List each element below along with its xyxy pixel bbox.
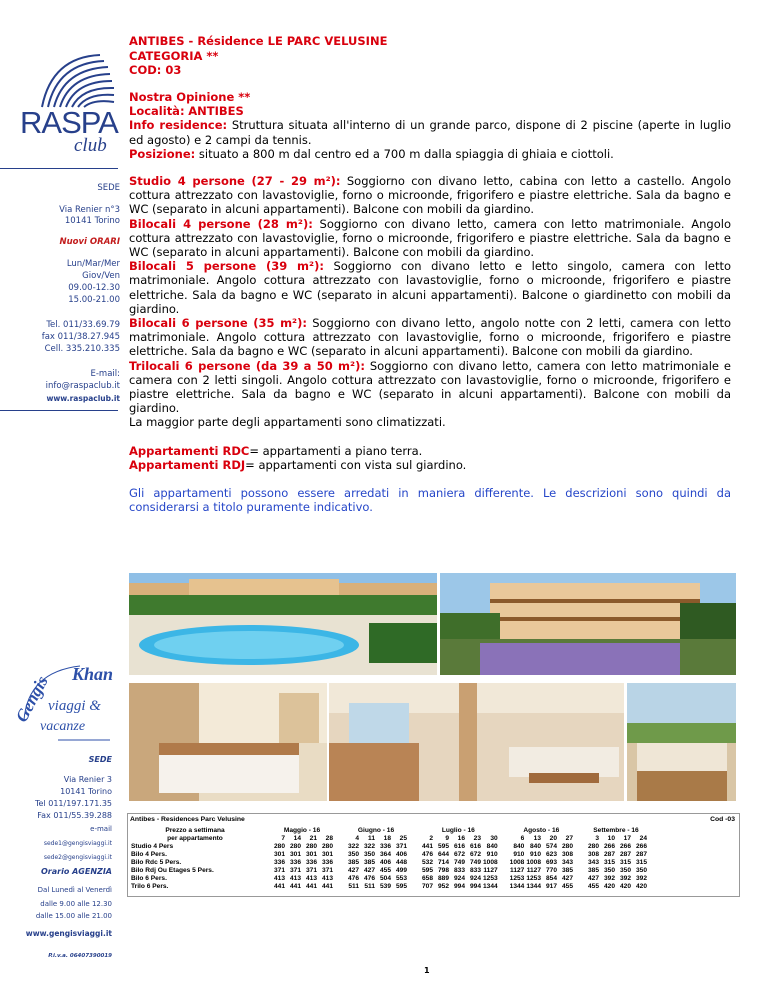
photo-lavender-building bbox=[440, 573, 736, 675]
price-cell: 336 bbox=[379, 843, 391, 850]
unit-label: Studio 4 persone (27 - 29 m²): bbox=[129, 174, 341, 189]
price-day-header: 24 bbox=[639, 835, 648, 842]
price-table-title: Antibes - Residences Parc Velusine bbox=[130, 816, 245, 823]
price-cell: 371 bbox=[289, 867, 301, 874]
gengis-web-link[interactable]: www.gengisviaggi.it bbox=[25, 929, 112, 938]
posizione-line bbox=[129, 147, 731, 161]
sidebar-divider-2 bbox=[0, 410, 118, 411]
unit-label: Bilocali 4 persone (28 m²): bbox=[129, 216, 313, 231]
price-cell: 413 bbox=[273, 875, 285, 882]
price-cell: 910 bbox=[530, 851, 542, 858]
price-cell: 343 bbox=[588, 859, 600, 866]
price-cell: 917 bbox=[546, 883, 558, 890]
price-cell: 413 bbox=[305, 875, 317, 882]
price-cell: 371 bbox=[321, 867, 333, 874]
furnishing-note: Gli appartamenti possono essere arredati in maniera differente. Le descrizioni sono quindi da considerarsi a titolo puramente indicativo. bbox=[129, 486, 731, 515]
photo-bedroom bbox=[129, 683, 327, 801]
localita-line bbox=[129, 104, 731, 118]
price-cell: 707 bbox=[421, 883, 433, 890]
price-cell: 511 bbox=[364, 883, 375, 890]
price-cell: 595 bbox=[395, 883, 407, 890]
price-day-header: 2 bbox=[429, 835, 433, 842]
price-cell: 672 bbox=[469, 851, 481, 858]
price-row bbox=[130, 883, 648, 891]
price-cell: 1253 bbox=[526, 875, 542, 882]
price-month-header: Giugno - 16 bbox=[357, 827, 395, 834]
title-line-3: COD: 03 bbox=[129, 63, 182, 77]
unit-trilo-6 bbox=[129, 359, 731, 416]
price-day-header: 25 bbox=[399, 835, 407, 842]
price-cell: 511 bbox=[348, 883, 359, 890]
viaggi-letters: viaggi & bbox=[48, 698, 101, 714]
unit-studio-4 bbox=[129, 174, 731, 217]
price-cell: 420 bbox=[604, 883, 616, 890]
price-cell: 301 bbox=[321, 851, 333, 858]
price-cell: 1127 bbox=[510, 867, 525, 874]
price-row bbox=[130, 859, 648, 867]
price-cell: 840 bbox=[513, 843, 525, 850]
posizione-label: Posizione: bbox=[129, 146, 196, 161]
price-cell: 1344 bbox=[509, 883, 525, 890]
price-cell: 315 bbox=[620, 859, 632, 866]
price-cell: 301 bbox=[273, 851, 285, 858]
raspa-fax: fax 011/38.27.945 bbox=[41, 332, 120, 342]
price-cell: 413 bbox=[289, 875, 301, 882]
price-cell: 322 bbox=[347, 843, 359, 850]
price-cell: 322 bbox=[363, 843, 375, 850]
price-cell: 952 bbox=[437, 883, 449, 890]
posizione-text: situato a 800 m dal centro ed a 700 m dalla spiaggia di ghiaia e ciottoli. bbox=[198, 146, 614, 161]
raspa-hours-2: 15.00-21.00 bbox=[68, 295, 120, 305]
price-cell: 532 bbox=[421, 859, 433, 866]
price-cell: 1008 bbox=[509, 859, 525, 866]
price-cell: 406 bbox=[379, 859, 391, 866]
raspa-days-2: Giov/Ven bbox=[82, 271, 120, 281]
price-cell: 476 bbox=[347, 875, 359, 882]
price-cell: 287 bbox=[636, 851, 648, 858]
price-cell: 392 bbox=[604, 875, 616, 882]
price-cell: 840 bbox=[530, 843, 542, 850]
page-number: 1 bbox=[424, 966, 430, 975]
photo-kitchen bbox=[627, 683, 736, 801]
price-cell: 427 bbox=[363, 867, 375, 874]
rdc-text: = appartamenti a piano terra. bbox=[249, 443, 423, 458]
unit-text: Soggiorno con divano letto, angolo notte con 2 letti, camera con letto matrimoniale. Angolo cottura attrezzato con lavastoviglie, forno o microonde, frigorifero e piastre elettriche. Sala da bagno e WC (separato in alcuni appartamenti). Balcone con mobili da giardino. bbox=[129, 316, 732, 359]
localita-label: Località: bbox=[129, 104, 185, 119]
price-cell: 455 bbox=[562, 883, 574, 890]
unit-label: Bilocali 5 persone (39 m²): bbox=[129, 259, 324, 274]
gengis-email-label: e-mail bbox=[90, 825, 112, 833]
price-cell: 266 bbox=[636, 843, 648, 850]
price-cell: 266 bbox=[604, 843, 616, 850]
price-month-header: Luglio - 16 bbox=[441, 827, 475, 834]
price-cell: 539 bbox=[379, 883, 391, 890]
price-cell: 994 bbox=[469, 883, 481, 890]
title-line-1: ANTIBES - Résidence LE PARC VELUSINE bbox=[129, 34, 388, 48]
price-cell: 770 bbox=[546, 867, 558, 874]
price-cell: 1127 bbox=[526, 867, 542, 874]
price-cell: 455 bbox=[379, 867, 391, 874]
price-month-header: Agosto - 16 bbox=[523, 827, 560, 834]
rdc-line bbox=[129, 444, 731, 458]
price-cell: 1253 bbox=[509, 875, 525, 882]
price-cell: 553 bbox=[395, 875, 407, 882]
price-cell: 350 bbox=[604, 867, 616, 874]
unit-text: Soggiorno con divano letto, cabina con letto a castello. Angolo cottura attrezzato con lavastoviglie, forno o microonde, frigorifero e piastre elettriche. Sala da bagno e WC (separato in alcuni appartamenti). Balcone con mobili da giardino. bbox=[129, 174, 731, 217]
price-cell: 1344 bbox=[483, 883, 498, 890]
price-day-header: 6 bbox=[520, 835, 525, 842]
price-cell: 644 bbox=[437, 851, 449, 858]
price-cell: 476 bbox=[363, 875, 375, 882]
price-table bbox=[130, 827, 648, 891]
price-cell: 266 bbox=[620, 843, 632, 850]
gengis-orario: Orario AGENZIA bbox=[41, 867, 112, 876]
opinion-title: Nostra Opinione ** bbox=[129, 90, 251, 104]
price-cell: 371 bbox=[305, 867, 317, 874]
price-cell: 406 bbox=[395, 851, 407, 858]
price-cell: 385 bbox=[347, 859, 359, 866]
price-cell: 1008 bbox=[483, 859, 498, 866]
price-row bbox=[130, 867, 648, 875]
price-row-label: Bilo Rdc 5 Pers. bbox=[131, 859, 182, 866]
khan-letters: Khan bbox=[72, 664, 114, 684]
price-cell: 994 bbox=[453, 883, 465, 890]
document-title bbox=[129, 34, 387, 78]
gengis-orario-2: dalle 9.00 alle 12.30 bbox=[40, 900, 112, 908]
gengis-tel: Tel 011/197.171.35 bbox=[35, 799, 112, 808]
price-day-header: 20 bbox=[549, 835, 558, 842]
price-cell: 287 bbox=[604, 851, 616, 858]
gengis-piva: P.i.v.a. 06407390019 bbox=[48, 953, 112, 959]
unit-text: Soggiorno con divano letto, camera con letto matrimoniale. Angolo cottura attrezzato con lavastoviglie, forno o microonde, frigorifero e piastre elettriche. Sala da bagno e WC (separato in alcuni appartamenti). Balcone con mobili da giardino. bbox=[129, 216, 731, 260]
price-day-header: 17 bbox=[623, 835, 632, 842]
price-day-header: 9 bbox=[445, 835, 449, 842]
price-row-label: Studio 4 Pers bbox=[131, 843, 174, 850]
price-cell: 595 bbox=[421, 867, 433, 874]
price-cell: 280 bbox=[305, 843, 317, 850]
price-cell: 392 bbox=[636, 875, 648, 882]
description bbox=[129, 90, 731, 514]
price-table-box bbox=[127, 813, 740, 897]
price-cell: 910 bbox=[513, 851, 525, 858]
price-cell: 441 bbox=[421, 843, 433, 850]
price-cell: 280 bbox=[289, 843, 301, 850]
price-row-label: Trilo 6 Pers. bbox=[131, 883, 169, 890]
price-day-header: 4 bbox=[355, 835, 359, 842]
price-cell: 441 bbox=[273, 883, 285, 890]
unit-label: Trilocali 6 persone (da 39 a 50 m²): bbox=[129, 358, 365, 373]
price-cell: 308 bbox=[562, 851, 574, 858]
unit-bilo-4 bbox=[129, 217, 731, 260]
price-day-header: 27 bbox=[565, 835, 574, 842]
price-cell: 336 bbox=[321, 859, 333, 866]
price-cell: 371 bbox=[395, 843, 407, 850]
raspa-nuovi-orari: Nuovi ORARI bbox=[59, 237, 120, 247]
raspa-email[interactable]: info@raspaclub.it bbox=[45, 381, 120, 391]
raspa-email-label: E-mail: bbox=[90, 369, 120, 379]
gengis-email-2[interactable]: sede2@gengisviaggi.it bbox=[43, 854, 112, 861]
price-day-header: 11 bbox=[368, 835, 375, 842]
price-day-header: 18 bbox=[383, 835, 391, 842]
price-cell: 476 bbox=[421, 851, 433, 858]
price-cell: 308 bbox=[588, 851, 600, 858]
price-cell: 616 bbox=[453, 843, 465, 850]
price-cell: 840 bbox=[486, 843, 498, 850]
price-cell: 833 bbox=[453, 867, 465, 874]
unit-text: Soggiorno con divano letto e letto singolo, camera con letto matrimoniale. Angolo cottura attrezzato con lavastoviglie, forno o microonde, frigorifero e piastre elettriche. Sala da bagno e WC (separato in alcuni appartamenti). Balcone o giardinetto con mobili da giardino. bbox=[129, 259, 731, 316]
price-cell: 336 bbox=[289, 859, 301, 866]
sidebar-divider-1 bbox=[0, 168, 118, 169]
localita-value: ANTIBES bbox=[188, 104, 244, 119]
price-day-header: 23 bbox=[473, 835, 481, 842]
price-cell: 287 bbox=[620, 851, 632, 858]
price-cell: 854 bbox=[546, 875, 558, 882]
price-day-header: 21 bbox=[309, 835, 317, 842]
price-cell: 441 bbox=[305, 883, 317, 890]
price-table-code: Cod -03 bbox=[710, 816, 735, 823]
price-row bbox=[130, 851, 648, 859]
price-cell: 385 bbox=[562, 867, 574, 874]
unit-bilo-5 bbox=[129, 259, 731, 316]
raspa-sede: SEDE bbox=[97, 183, 120, 193]
sidebar bbox=[0, 0, 120, 994]
gengis-orario-3: dalle 15.00 alle 21.00 bbox=[35, 912, 112, 920]
club-wordmark: club bbox=[74, 135, 107, 156]
price-cell: 889 bbox=[437, 875, 449, 882]
info-text: Struttura situata all'interno di un grande parco, dispone di 2 piscine (aperte in luglio ed agosto) e 2 campi da tennis. bbox=[129, 118, 731, 147]
price-cell: 714 bbox=[437, 859, 449, 866]
price-col-head: Prezzo a settimana bbox=[165, 827, 225, 834]
price-cell: 749 bbox=[469, 859, 481, 866]
price-cell: 427 bbox=[588, 875, 600, 882]
rdj-text: = appartamenti con vista sul giardino. bbox=[245, 457, 467, 472]
price-month-header: Maggio - 16 bbox=[283, 827, 321, 834]
price-cell: 350 bbox=[347, 851, 359, 858]
price-cell: 315 bbox=[604, 859, 616, 866]
price-cell: 441 bbox=[321, 883, 333, 890]
price-cell: 280 bbox=[273, 843, 285, 850]
price-row bbox=[130, 875, 648, 883]
price-row bbox=[130, 843, 648, 851]
price-cell: 448 bbox=[395, 859, 407, 866]
price-cell: 910 bbox=[486, 851, 498, 858]
price-row-label: Bilo Rdj Ou Etages 5 Pers. bbox=[131, 867, 214, 874]
rdj-label: Appartamenti RDJ bbox=[129, 457, 246, 472]
price-cell: 1253 bbox=[483, 875, 498, 882]
price-cell: 350 bbox=[636, 867, 648, 874]
rdc-label: Appartamenti RDC bbox=[129, 443, 250, 458]
price-cell: 616 bbox=[469, 843, 481, 850]
price-cell: 350 bbox=[620, 867, 632, 874]
price-cell: 1127 bbox=[483, 867, 498, 874]
price-cell: 343 bbox=[562, 859, 574, 866]
price-cell: 924 bbox=[469, 875, 481, 882]
photo-living-room bbox=[329, 683, 624, 801]
price-cell: 749 bbox=[453, 859, 465, 866]
raspa-address-2: 10141 Torino bbox=[64, 216, 120, 226]
gengis-khan-logo-graphic bbox=[11, 658, 114, 748]
price-cell: 441 bbox=[289, 883, 301, 890]
gengis-orario-1: Dal Lunedì al Venerdì bbox=[37, 886, 112, 894]
price-cell: 1008 bbox=[526, 859, 542, 866]
price-row-label: Bilo 4 Pers. bbox=[131, 851, 167, 858]
price-cell: 455 bbox=[588, 883, 600, 890]
price-cell: 499 bbox=[395, 867, 407, 874]
unit-bilo-6 bbox=[129, 316, 731, 359]
gengis-address-1: Via Renier 3 bbox=[63, 775, 112, 784]
raspa-logo bbox=[22, 47, 116, 157]
price-cell: 385 bbox=[588, 867, 600, 874]
rdj-line bbox=[129, 458, 731, 472]
gengis-email-1[interactable]: sede1@gengisviaggi.it bbox=[43, 840, 112, 847]
price-day-header: 28 bbox=[325, 835, 333, 842]
price-day-header: 10 bbox=[607, 835, 616, 842]
price-cell: 315 bbox=[636, 859, 648, 866]
price-cell: 336 bbox=[273, 859, 285, 866]
price-cell: 427 bbox=[347, 867, 359, 874]
gengis-fax: Fax 011/55.39.288 bbox=[37, 811, 112, 820]
price-cell: 623 bbox=[546, 851, 558, 858]
price-cell: 280 bbox=[562, 843, 574, 850]
price-cell: 350 bbox=[363, 851, 375, 858]
raspa-days-1: Lun/Mar/Mer bbox=[66, 259, 120, 269]
info-line bbox=[129, 118, 731, 146]
price-cell: 693 bbox=[546, 859, 558, 866]
raspa-tel: Tel. 011/33.69.79 bbox=[46, 320, 120, 330]
raspa-wordmark: RASPA bbox=[20, 105, 118, 140]
price-cell: 504 bbox=[379, 875, 391, 882]
raspa-hours-1: 09.00-12.30 bbox=[68, 283, 120, 293]
gengis-address-2: 10141 Torino bbox=[60, 787, 112, 796]
price-day-header: 7 bbox=[281, 835, 285, 842]
price-cell: 798 bbox=[437, 867, 449, 874]
price-cell: 413 bbox=[321, 875, 333, 882]
price-cell: 420 bbox=[636, 883, 648, 890]
price-cell: 1344 bbox=[526, 883, 542, 890]
unit-label: Bilocali 6 persone (35 m²): bbox=[129, 316, 307, 331]
raspa-address-1: Via Renier n°3 bbox=[59, 205, 120, 215]
photo-pool bbox=[129, 573, 437, 675]
gengis-letters: Gengis bbox=[11, 672, 52, 726]
price-row-label: Bilo 6 Pers. bbox=[131, 875, 167, 882]
raspa-web-link[interactable]: www.raspaclub.it bbox=[46, 394, 120, 403]
title-line-2: CATEGORIA ** bbox=[129, 48, 219, 63]
price-cell: 301 bbox=[289, 851, 301, 858]
price-day-header: 16 bbox=[457, 835, 465, 842]
unit-text: Soggiorno con divano letto, camera con letto matrimoniale e camera con 2 letti singoli. Angolo cottura attrezzato con lavastoviglie, forno o microonde, frigorifero e piastre elettriche. Sala da bagno e WC (separato in alcuni appartamenti). Balcone con mobili da giardino. bbox=[129, 358, 731, 416]
price-cell: 658 bbox=[421, 875, 433, 882]
price-cell: 385 bbox=[363, 859, 375, 866]
price-day-header: 13 bbox=[533, 835, 542, 842]
price-day-header: 3 bbox=[595, 835, 600, 842]
climate-note: La maggior parte degli appartamenti sono climatizzati. bbox=[129, 415, 446, 430]
price-cell: 301 bbox=[305, 851, 317, 858]
price-cell: 924 bbox=[453, 875, 465, 882]
price-cell: 371 bbox=[273, 867, 285, 874]
price-col-head: per appartamento bbox=[167, 835, 223, 842]
price-cell: 672 bbox=[453, 851, 465, 858]
vacanze-letters: vacanze bbox=[40, 719, 86, 734]
price-day-header: 14 bbox=[293, 835, 301, 842]
price-cell: 833 bbox=[469, 867, 481, 874]
price-cell: 392 bbox=[620, 875, 632, 882]
price-month-header: Settembre - 16 bbox=[593, 827, 639, 834]
price-cell: 280 bbox=[321, 843, 333, 850]
gengis-sede: SEDE bbox=[88, 755, 112, 764]
gengis-khan-logo bbox=[11, 658, 114, 748]
info-label: Info residence: bbox=[129, 118, 228, 133]
price-cell: 336 bbox=[305, 859, 317, 866]
price-cell: 595 bbox=[437, 843, 449, 850]
price-cell: 420 bbox=[620, 883, 632, 890]
price-cell: 364 bbox=[379, 851, 391, 858]
price-day-header: 30 bbox=[490, 835, 498, 842]
raspa-cell: Cell. 335.210.335 bbox=[44, 344, 120, 354]
price-cell: 427 bbox=[562, 875, 574, 882]
price-cell: 280 bbox=[588, 843, 600, 850]
price-cell: 574 bbox=[546, 843, 558, 850]
raspa-logo-graphic bbox=[22, 47, 116, 109]
